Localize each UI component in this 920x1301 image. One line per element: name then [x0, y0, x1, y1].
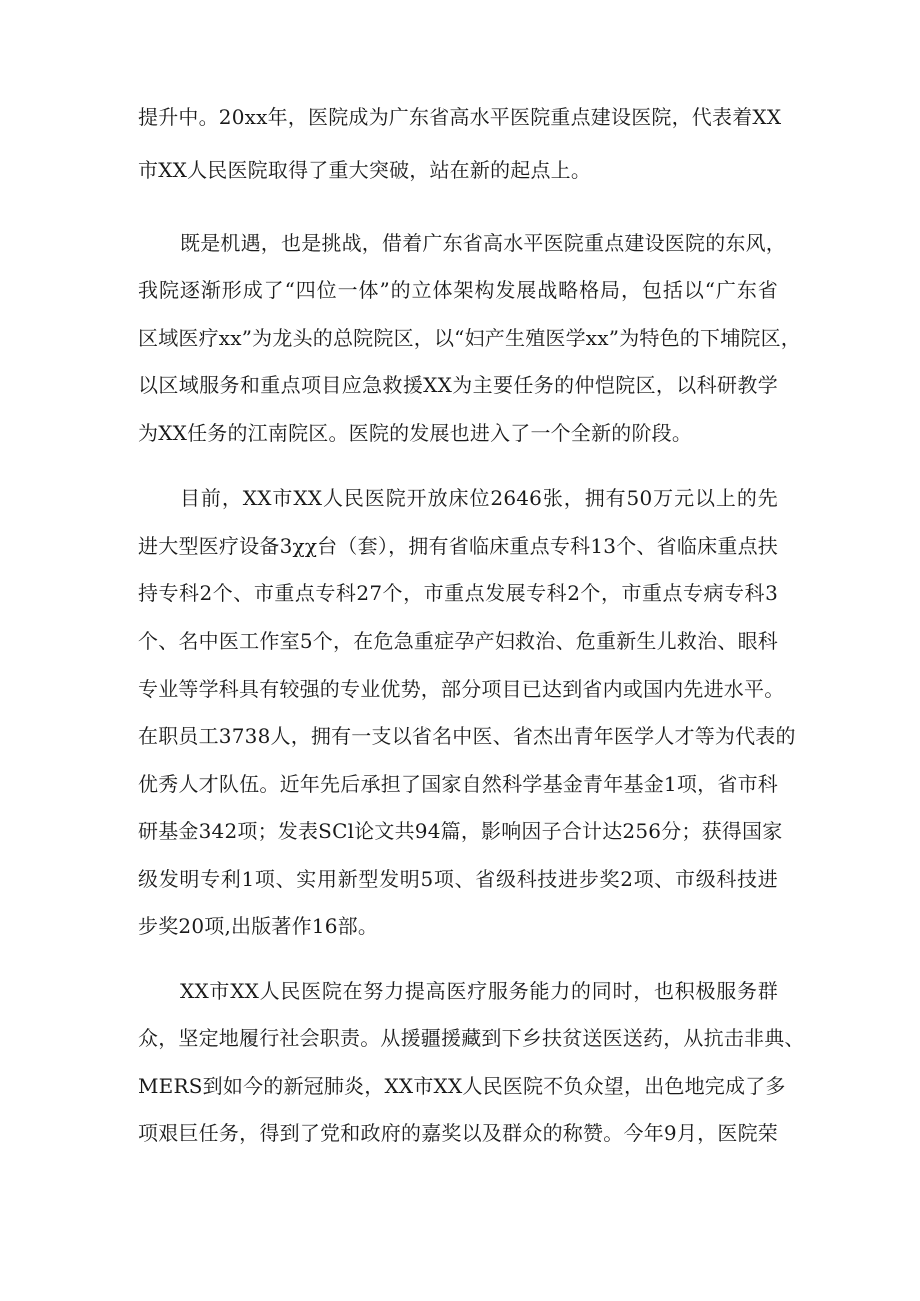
paragraph-2-line-1: 既是机遇，也是挑战，借着广东省高水平医院重点建设医院的东风，	[180, 231, 786, 255]
paragraph-3-line-8: 研基金342项；发表SCl论文共94篇，影响因子合计达256分；获得国家	[138, 819, 783, 843]
paragraph-3-line-7: 优秀人才队伍。近年先后承担了国家自然科学基金青年基金1项，省市科	[138, 772, 778, 796]
paragraph-2-line-3: 区域医疗xx”为龙头的总院院区，以“妇产生殖医学xx”为特色的下埔院区，	[138, 326, 801, 350]
paragraph-2-line-5: 为XX任务的江南院区。医院的发展也进入了一个全新的阶段。	[138, 421, 693, 445]
paragraph-2-line-4: 以区域服务和重点项目应急救援XX为主要任务的仲恺院区，以科研教学	[138, 373, 778, 397]
paragraph-3-line-9: 级发明专利1项、实用新型发明5项、省级科技进步奖2项、市级科技进	[138, 867, 778, 891]
paragraph-4-line-4: 项艰巨任务，得到了党和政府的嘉奖以及群众的称赞。今年9月，医院荣	[138, 1121, 778, 1145]
paragraph-3-line-2: 进大型医疗设备3χχ台（套），拥有省临床重点专科13个、省临床重点扶	[138, 534, 778, 558]
paragraph-3-line-3: 持专科2个、市重点专科27个，市重点发展专科2个，市重点专病专科3	[138, 581, 778, 605]
paragraph-1-line-2: 市XX人民医院取得了重大突破，站在新的起点上。	[138, 158, 592, 182]
paragraph-3-line-10: 步奖20项,出版著作16部。	[138, 914, 379, 938]
paragraph-3-line-4: 个、名中医工作室5个，在危急重症孕产妇救治、危重新生儿救治、眼科	[138, 629, 778, 653]
paragraph-4-line-1: XX市XX人民医院在努力提高医疗服务能力的同时，也积极服务群	[180, 979, 778, 1003]
paragraph-2-line-2: 我院逐渐形成了“四位一体”的立体架构发展战略格局，包括以“广东省	[138, 278, 778, 302]
paragraph-1-line-1: 提升中。20xx年，医院成为广东省高水平医院重点建设医院，代表着XX	[138, 105, 782, 129]
paragraph-3-line-6: 在职员工3738人，拥有一支以省名中医、省杰出青年医学人才等为代表的	[138, 724, 796, 748]
paragraph-3-line-5: 专业等学科具有较强的专业优势，部分项目已达到省内或国内先进水平。	[138, 677, 785, 701]
paragraph-3-line-1: 目前，XX市XX人民医院开放床位2646张，拥有50万元以上的先	[180, 486, 778, 510]
paragraph-4-line-3: MERS到如今的新冠肺炎，XX市XX人民医院不负众望，出色地完成了多	[138, 1074, 786, 1098]
paragraph-4-line-2: 众，坚定地履行社会职责。从援疆援藏到下乡扶贫送医送药，从抗击非典、	[138, 1026, 805, 1050]
